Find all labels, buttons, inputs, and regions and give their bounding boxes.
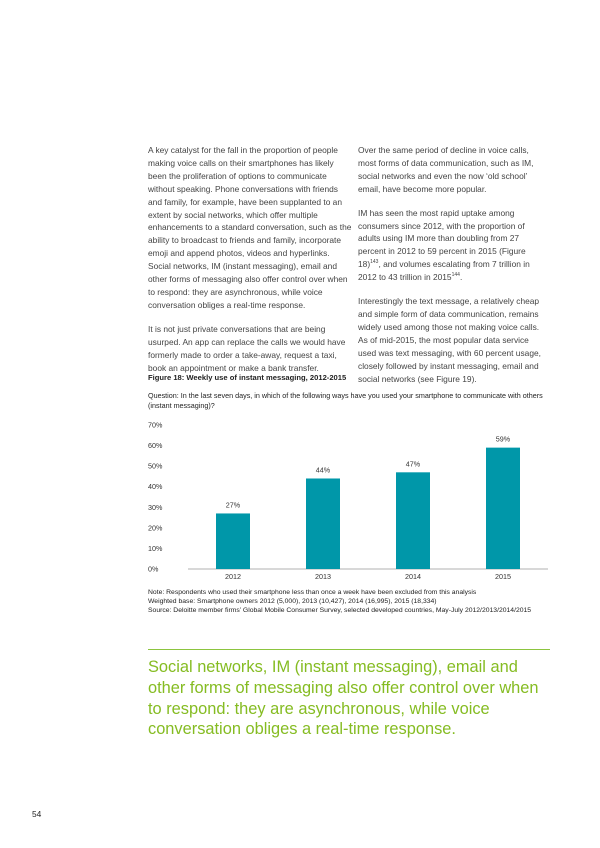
bar-2015 (486, 448, 520, 569)
divider-rule (148, 649, 550, 650)
bar-chart (148, 415, 548, 585)
x-axis-labels (225, 572, 511, 581)
paragraph: A key catalyst for the fall in the proportion of people making voice calls on their smartphones has likely been the proliferation of options to communicate without speaking. Phone conversations with friends and family, for example, have been supplanted to an extent by social networks, which offer multiple enhancements to a standard conversation, such as the ability to broadcast to friends and family, incorporate emoji and append photos, videos and hyperlinks. Social networks, IM (instant messaging), email and other forms of messaging also offer control over when to respond: they are asynchronous, while voice conversation obliges a real-time response. (148, 145, 352, 310)
data-label: 47% (405, 459, 421, 469)
x-tick-label: 2014 (405, 572, 421, 581)
y-tick-label: 0% (148, 564, 159, 574)
y-tick-label: 30% (148, 502, 163, 512)
data-label: 59% (495, 434, 511, 444)
weighted-base-text: Weighted base: Smartphone owners 2012 (5,000), 2013 (10,427), 2014 (16,995), 2015 (18,334) (148, 598, 437, 606)
x-tick-label: 2012 (225, 572, 241, 581)
figure-title: Figure 18: Weekly use of instant messaging, 2012-2015 (148, 373, 347, 382)
paragraph (358, 207, 548, 284)
y-tick-label: 40% (148, 482, 163, 492)
y-tick-label: 60% (148, 441, 163, 451)
figure-notes (148, 588, 558, 616)
source-text: Source: Deloitte member firms’ Global Mobile Consumer Survey, selected developed countries, May-July 2012/2013/2014/2015 (148, 607, 532, 615)
left-text-column (148, 144, 353, 385)
y-axis-labels (148, 421, 163, 574)
y-tick-label: 50% (148, 461, 163, 471)
y-tick-label: 20% (148, 523, 163, 533)
paragraph: Interestingly the text message, a relatively cheap and simple form of data communication, remains widely used among those not making voice calls. As of mid-2015, the most popular data service used was text messaging, with 60 percent usage, closely followed by instant messaging, email and social networks (see Figure 19). (358, 296, 541, 384)
paragraph-text: . (459, 272, 463, 283)
bar-2013 (306, 478, 340, 569)
y-tick-label: 10% (148, 543, 163, 553)
y-tick-label: 70% (148, 420, 163, 430)
pull-quote: Social networks, IM (instant messaging), email and other forms of messaging also offer control over when to respond: they are asynchronous, while voice conversation obliges a real-time response. (148, 658, 539, 739)
figure-question: Question: In the last seven days, in which of the following ways have you used your smartphone to communicate with others (instant messaging)? (148, 391, 543, 410)
footnote-ref: 144 (451, 272, 460, 279)
bars (216, 435, 520, 569)
bar-2012 (216, 513, 250, 569)
note-text: Note: Respondents who used their smartphone less than once a week have been excluded from this analysis (148, 589, 477, 596)
x-tick-label: 2013 (315, 572, 331, 581)
data-label: 27% (225, 500, 241, 510)
paragraph: Over the same period of decline in voice calls, most forms of data communication, such as IM, social networks and even the now ‘old school’ email, have become more popular. (358, 145, 534, 194)
x-tick-label: 2015 (495, 572, 511, 581)
bar-2014 (396, 472, 430, 569)
page-number: 54 (32, 809, 42, 819)
right-text-column (358, 144, 548, 396)
paragraph-text: IM has seen the most rapid uptake among consumers since 2012, with the proportion of adults using IM more than doubling from 27 percent in 2012 to 59 percent in 2015 (Figure 18) (358, 207, 526, 270)
paragraph: It is not just private conversations that are being usurped. An app can replace the calls we would have formerly made to order a take-away, request a taxi, book an appointment or make a bank transfer. (148, 323, 346, 373)
data-label: 44% (315, 465, 331, 475)
paragraph-text: , and volumes escalating from 7 trillion in 2012 to 43 trillion in 2015 (358, 259, 530, 283)
footnote-ref: 143 (370, 259, 379, 266)
